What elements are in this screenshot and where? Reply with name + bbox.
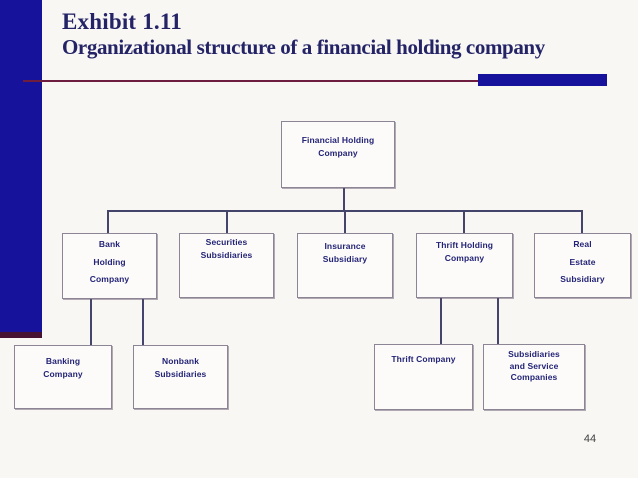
connector-drop-subsidiaries-service	[497, 298, 499, 344]
connector-drop-insurance	[344, 210, 346, 233]
node-label-line: Subsidiaries	[200, 250, 253, 260]
title-line-2: Organizational structure of a financial holding company	[62, 35, 545, 59]
node-label-line: Nonbank	[161, 356, 200, 366]
node-label-line: Subsidiaries	[508, 349, 560, 359]
connector-drop-bank-holding	[107, 210, 109, 233]
node-label-line: Financial Holding	[301, 135, 375, 145]
connector-root-stem	[343, 188, 345, 212]
node-label-line: and Service	[509, 360, 559, 371]
node-label-line: Holding	[93, 256, 126, 267]
connector-drop-thrift-company	[440, 298, 442, 344]
node-label-line: Company	[89, 274, 130, 284]
node-banking-company	[14, 345, 112, 409]
connector-drop-nonbank	[142, 299, 144, 345]
node-label-line: Securities	[205, 237, 248, 247]
node-label-line: Bank	[98, 239, 121, 249]
node-label-line: Subsidiaries	[154, 369, 207, 379]
connector-drop-thrift-holding	[463, 210, 465, 233]
node-label-line: Banking	[45, 356, 81, 366]
node-label-line: Company	[43, 369, 83, 379]
node-real-estate-subsidiary	[534, 233, 631, 298]
node-insurance-subsidiary	[297, 233, 393, 298]
title-line-1: Exhibit 1.11	[62, 9, 182, 34]
connector-drop-banking-company	[90, 299, 92, 345]
node-financial-holding-company	[281, 121, 395, 188]
node-label-line: Company	[318, 148, 358, 158]
node-label-line: Subsidiary	[560, 274, 605, 284]
node-label-line: Company	[444, 253, 485, 263]
node-label-line: Thrift Holding	[435, 240, 494, 250]
node-label-line: Real	[573, 239, 592, 249]
node-label-line: Companies	[510, 372, 558, 382]
connector-drop-real-estate	[581, 210, 583, 233]
node-bank-holding-company	[62, 233, 157, 299]
node-thrift-holding-company	[416, 233, 513, 298]
page-number: 44	[583, 433, 597, 445]
node-label-line: Subsidiary	[322, 254, 368, 264]
node-subsidiaries-and-service-companies	[483, 344, 585, 410]
node-label-line: Estate	[569, 256, 596, 267]
node-thrift-company	[374, 344, 473, 410]
node-label-line: Insurance	[324, 241, 366, 251]
node-securities-subsidiaries	[179, 233, 274, 298]
connector-drop-securities	[226, 210, 228, 233]
node-nonbank-subsidiaries	[133, 345, 228, 409]
node-label-line: Thrift Company	[391, 354, 456, 364]
